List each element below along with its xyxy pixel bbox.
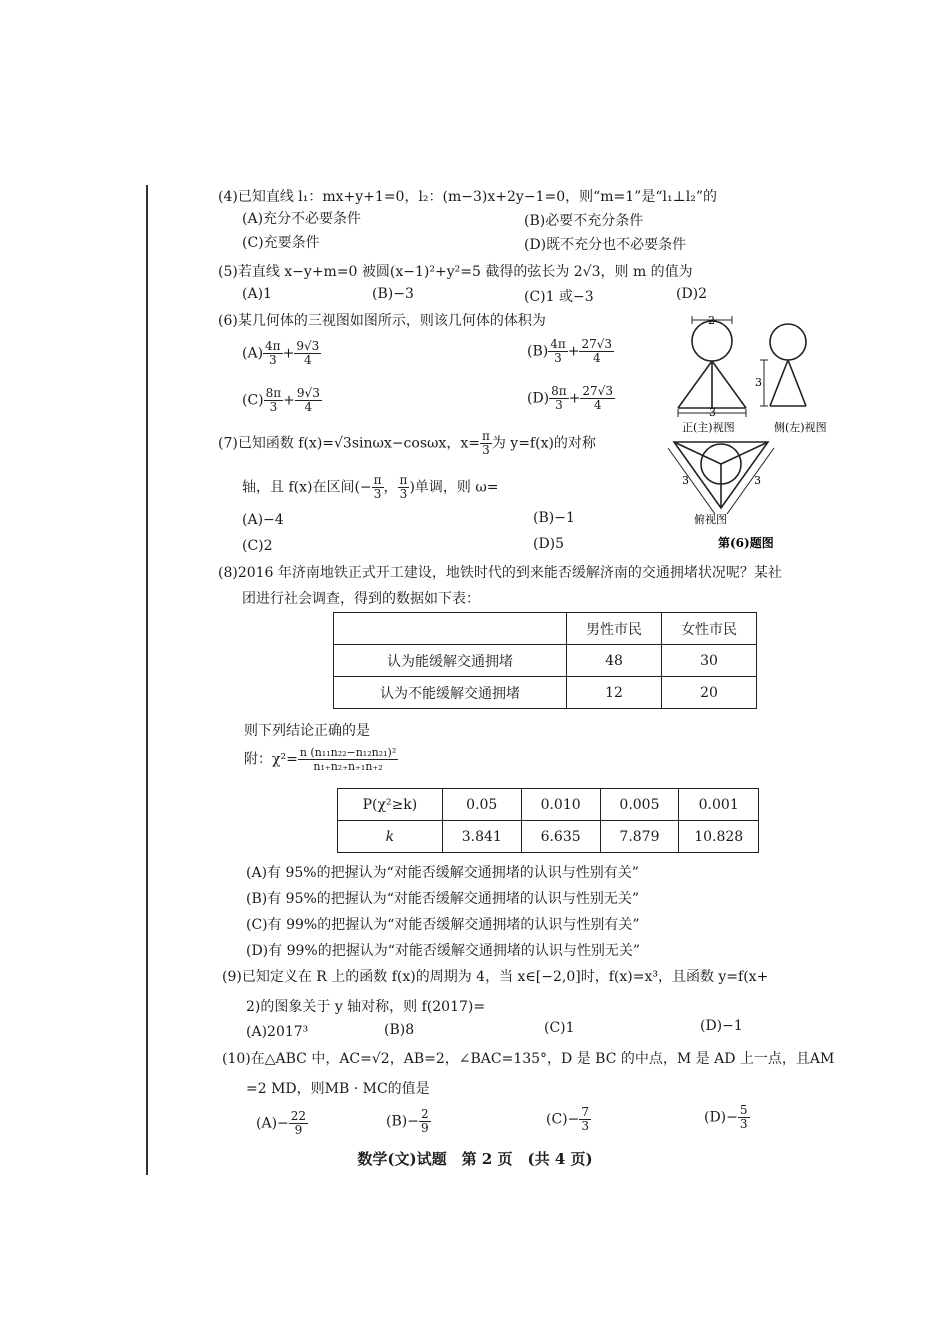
survey-cell: 30	[662, 645, 757, 677]
q4-stem: (4)已知直线 l₁：mx+y+1=0，l₂：(m−3)x+2y−1=0，则“m=1”是“l₁⊥l₂”的	[218, 189, 717, 205]
q8-conclusion-prompt: 则下列结论正确的是	[244, 723, 370, 739]
q7-stem-line1: (7)已知函数 f(x)=√3sinωx−cosωx，x= $\frac{\pi}{3}$ 为 y=f(x)的对称	[218, 429, 596, 457]
q9-stem-line1: (9)已知定义在 R 上的函数 f(x)的周期为 4，当 x∈[−2,0]时，f(x)=x³，且函数 y=f(x+	[222, 969, 769, 985]
q7-option-c: (C)2	[242, 538, 273, 554]
side-view-drawing	[760, 324, 806, 406]
q8-option-b: (B)有 95%的把握认为“对能否缓解交通拥堵的认识与性别无关”	[246, 891, 640, 907]
survey-cell: 12	[567, 677, 662, 709]
q6-option-a: (A) $\frac{4\pi}{3}$ + $\frac{9√3}{4}$	[242, 339, 320, 367]
q8-option-a: (A)有 95%的把握认为“对能否缓解交通拥堵的认识与性别有关”	[246, 865, 639, 881]
dim-2-label: 2	[708, 314, 715, 327]
q8-stem-line1: (8)2016 年济南地铁正式开工建设，地铁时代的到来能否缓解济南的交通拥堵状况呢？某社	[218, 565, 782, 581]
q5-option-a: (A)1	[242, 286, 272, 302]
critical-table-label: k	[338, 821, 443, 853]
survey-cell: 48	[567, 645, 662, 677]
critical-table-cell: 7.879	[600, 821, 679, 853]
critical-table-cell: 6.635	[521, 821, 600, 853]
q5-option-c: (C)1 或−3	[524, 289, 594, 305]
critical-table-cell: 0.005	[600, 789, 679, 821]
q10-option-a: (A)− $\frac{22}{9}$	[256, 1109, 307, 1137]
q7-option-d: (D)5	[533, 536, 565, 552]
left-margin-rule	[146, 185, 148, 1175]
q6-three-view-figure	[664, 312, 844, 557]
q6-option-c: (C) $\frac{8\pi}{3}$ + $\frac{9√3}{4}$	[242, 386, 320, 414]
critical-table-cell: 0.010	[521, 789, 600, 821]
q4-option-b: (B)必要不充分条件	[524, 213, 644, 229]
q4-option-d: (D)既不充分也不必要条件	[524, 237, 687, 253]
q9-stem-line2: 2)的图象关于 y 轴对称，则 f(2017)=	[246, 999, 486, 1015]
q8-option-c: (C)有 99%的把握认为“对能否缓解交通拥堵的认识与性别有关”	[246, 917, 640, 933]
survey-header-female: 女性市民	[662, 613, 757, 645]
critical-table-label: P(χ²≥k)	[338, 789, 443, 821]
q9-option-c: (C)1	[544, 1020, 575, 1036]
figure-caption: 第(6)题图	[718, 536, 774, 550]
q6-stem: (6)某几何体的三视图如图所示，则该几何体的体积为	[218, 313, 546, 329]
q5-option-d: (D)2	[676, 286, 708, 302]
q10-stem-line1: (10)在△ABC 中，AC=√2，AB=2，∠BAC=135°，D 是 BC 的中点，M 是 AD 上一点，且AM	[222, 1051, 835, 1067]
page-footer: 数学(文)试题 第 2 页 (共 4 页)	[357, 1150, 593, 1168]
survey-row-label: 认为不能缓解交通拥堵	[334, 677, 567, 709]
q8-option-d: (D)有 99%的把握认为“对能否缓解交通拥堵的认识与性别无关”	[246, 943, 641, 959]
top-view-label: 俯视图	[694, 513, 727, 526]
q4-option-a: (A)充分不必要条件	[242, 211, 362, 227]
q9-option-b: (B)8	[384, 1022, 415, 1038]
q8-stem-line2: 团进行社会调查，得到的数据如下表：	[242, 591, 480, 607]
critical-table-cell: 0.001	[679, 789, 759, 821]
q5-stem: (5)若直线 x−y+m=0 被圆(x−1)²+y²=5 截得的弦长为 2√3，则 m 的值为	[218, 264, 693, 280]
q6-option-b: (B) $\frac{4\pi}{3}$ + $\frac{27√3}{4}$	[527, 337, 613, 365]
q9-option-a: (A)2017³	[246, 1024, 309, 1040]
q7-option-a: (A)−4	[242, 512, 284, 528]
front-view-label: 正(主)视图	[682, 421, 735, 434]
dim-3-top-left-label: 3	[682, 474, 689, 487]
critical-table-cell: 0.05	[442, 789, 521, 821]
dim-3-side-label: 3	[755, 376, 762, 389]
dim-3-top-right-label: 3	[754, 474, 761, 487]
dim-3-front-label: 3	[709, 406, 716, 419]
survey-table	[333, 612, 757, 709]
q10-option-d: (D)− $\frac{5}{3}$	[704, 1103, 748, 1131]
critical-value-table	[337, 788, 759, 853]
chi-square-formula: 附：χ²= $\frac{\text{n (n₁₁n₂₂−n₁₂n₂₁)²}}{\text{n₁₊n₂₊n₊₁n₊₂}}$	[244, 746, 397, 773]
q10-stem-line2: =2 MD，则MB · MC的值是	[246, 1081, 430, 1097]
front-view-drawing	[678, 316, 746, 417]
q7-option-b: (B)−1	[533, 510, 575, 526]
survey-row-label: 认为能缓解交通拥堵	[334, 645, 567, 677]
survey-table-corner	[334, 613, 567, 645]
q10-option-c: (C)− $\frac{7}{3}$	[546, 1105, 590, 1133]
critical-table-cell: 3.841	[442, 821, 521, 853]
side-view-label: 侧(左)视图	[774, 421, 827, 434]
survey-cell: 20	[662, 677, 757, 709]
q9-option-d: (D)−1	[700, 1018, 743, 1034]
q6-option-d: (D) $\frac{8\pi}{3}$ + $\frac{27√3}{4}$	[527, 384, 613, 412]
critical-table-cell: 10.828	[679, 821, 759, 853]
q4-option-c: (C)充要条件	[242, 235, 320, 251]
q10-option-b: (B)− $\frac{2}{9}$	[386, 1107, 429, 1135]
q7-stem-line2: 轴，且 f(x)在区间(− $\frac{\pi}{3}$ ， $\frac{\pi}{3}$ )单调，则 ω=	[242, 473, 499, 501]
survey-header-male: 男性市民	[567, 613, 662, 645]
q5-option-b: (B)−3	[372, 286, 414, 302]
